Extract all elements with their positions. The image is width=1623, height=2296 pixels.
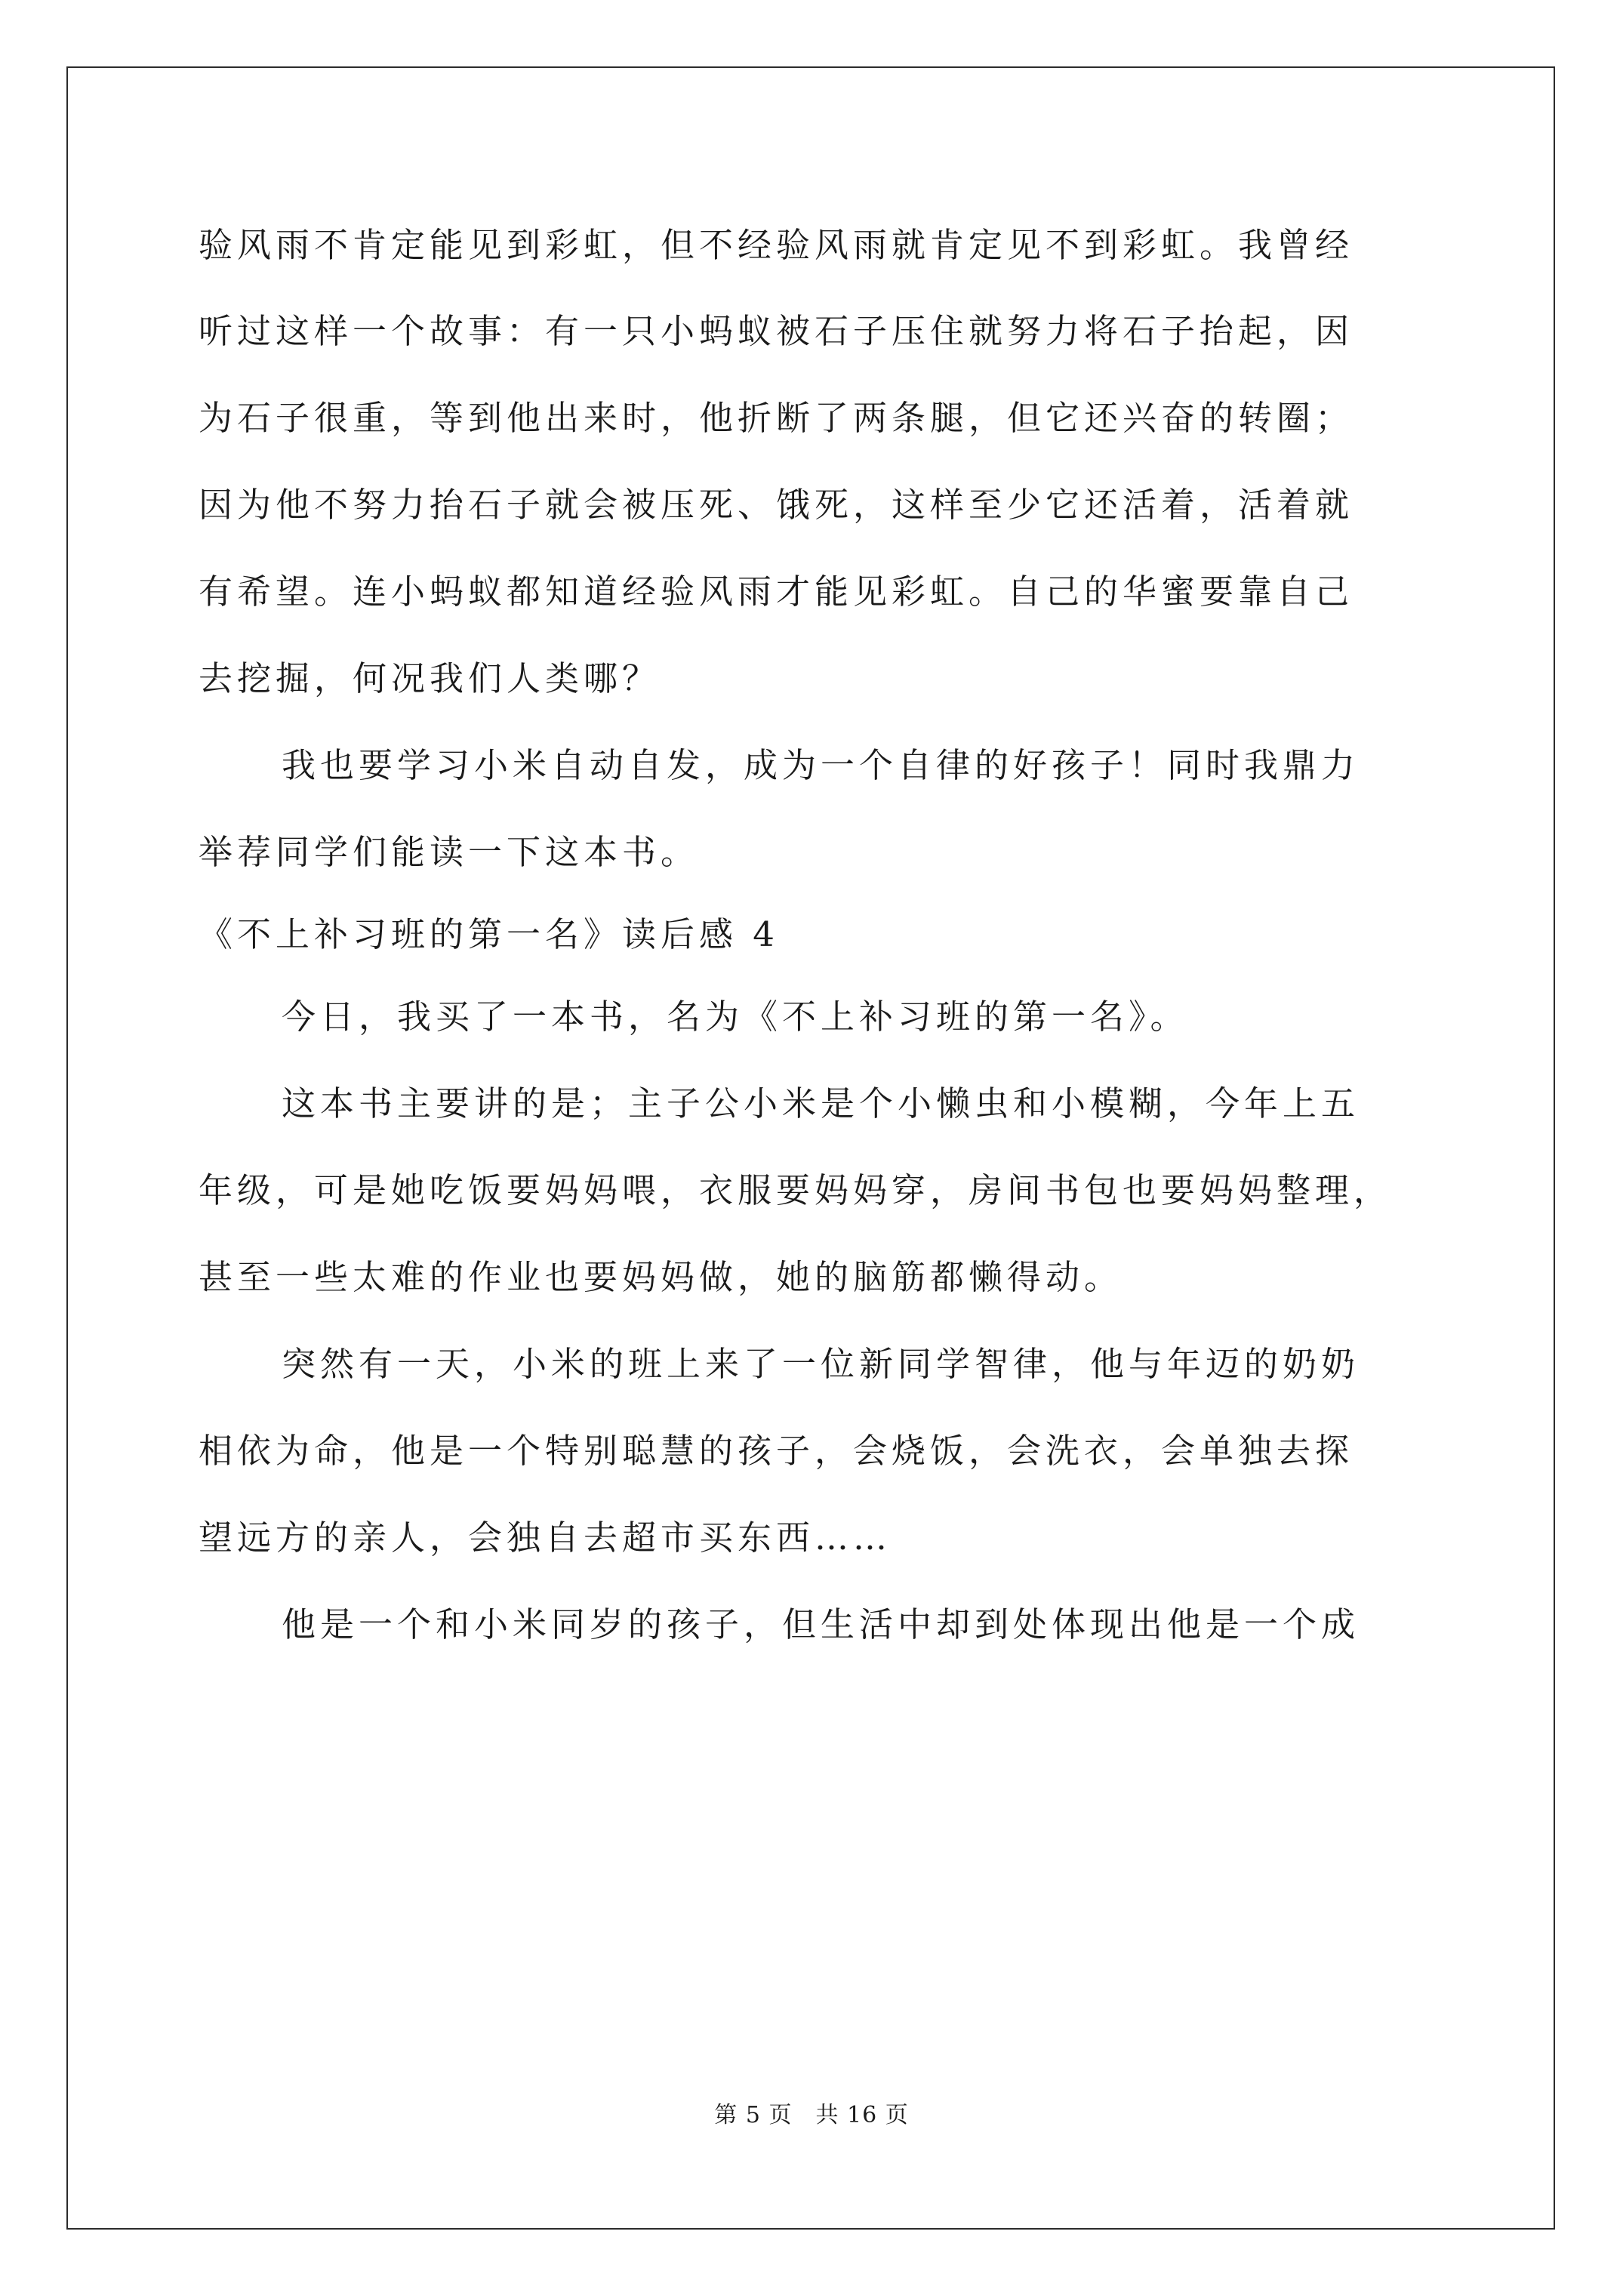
paragraph-start-line: 这本书主要讲的是；主子公小米是个小懒虫和小模糊，今年上五 bbox=[282, 1083, 1360, 1123]
section-heading: 《不上补习班的第一名》读后感 4 bbox=[199, 914, 779, 954]
page-border bbox=[66, 66, 1555, 2230]
text-line: 去挖掘，何况我们人类哪？ bbox=[199, 658, 661, 698]
paragraph-start-line: 突然有一天，小米的班上来了一位新同学智律，他与年迈的奶奶 bbox=[282, 1344, 1360, 1384]
text-line: 为石子很重，等到他出来时，他折断了两条腿，但它还兴奋的转圈； bbox=[199, 398, 1354, 438]
text-line: 甚至一些太难的作业也要妈妈做，她的脑筋都懒得动。 bbox=[199, 1257, 1123, 1297]
paragraph-start-line: 我也要学习小米自动自发，成为一个自律的好孩子！同时我鼎力 bbox=[282, 745, 1360, 785]
paragraph-start-line: 今日，我买了一本书，名为《不上补习班的第一名》。 bbox=[282, 997, 1189, 1037]
text-line: 听过这样一个故事：有一只小蚂蚁被石子压住就努力将石子抬起，因 bbox=[199, 311, 1354, 351]
text-line: 年级，可是她吃饭要妈妈喂，衣服要妈妈穿，房间书包也要妈妈整理， bbox=[199, 1170, 1393, 1210]
paragraph-start-line: 他是一个和小米同岁的孩子，但生活中却到处体现出他是一个成 bbox=[282, 1604, 1360, 1644]
text-line: 举荐同学们能读一下这本书。 bbox=[199, 832, 700, 872]
text-line: 因为他不努力抬石子就会被压死、饿死，这样至少它还活着，活着就 bbox=[199, 485, 1354, 525]
text-line: 有希望。连小蚂蚁都知道经验风雨才能见彩虹。自己的华蜜要靠自己 bbox=[199, 572, 1354, 612]
text-line: 相依为命，他是一个特别聪慧的孩子，会烧饭，会洗衣，会单独去探 bbox=[199, 1431, 1354, 1471]
text-line: 望远方的亲人，会独自去超市买东西…… bbox=[199, 1518, 892, 1558]
text-line: 验风雨不肯定能见到彩虹，但不经验风雨就肯定见不到彩虹。我曾经 bbox=[199, 225, 1354, 265]
page-number-footer: 第 5 页 共 16 页 bbox=[714, 2102, 909, 2128]
